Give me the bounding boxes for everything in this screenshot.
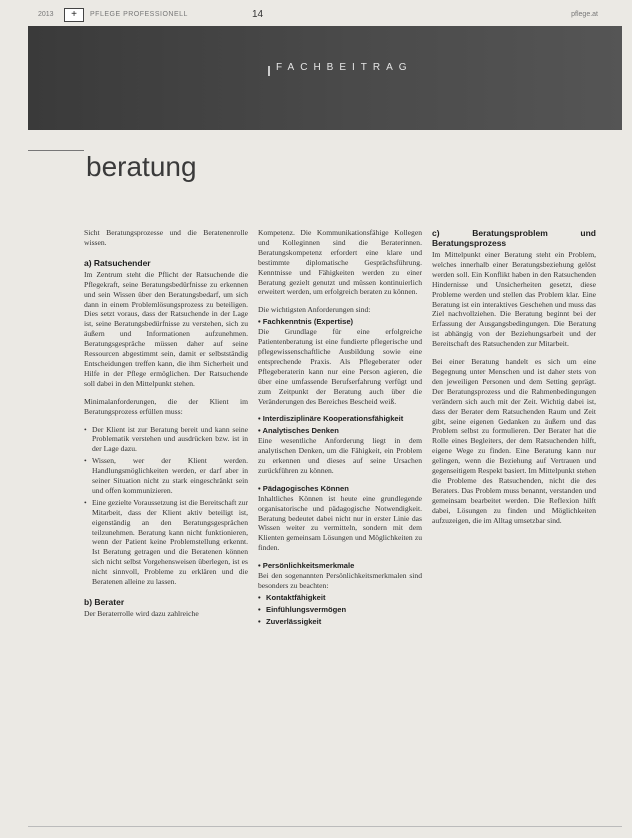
page-title: beratung — [86, 150, 197, 182]
page-header — [38, 8, 598, 22]
column-1 — [84, 228, 248, 627]
issue-year: 2013 — [38, 11, 54, 18]
paragraph: Im Zentrum steht die Pflicht der Ratsuchende die Pflegekraft, seine Beratungsbedürfnisse zu erkennen und sein Wissen über den Beratungsbedarf, um sich dann in einem Problemlösungsprozess zu beteiligen. Dies setzt voraus, dass der Ratsuchende in der Lage ist, seine Beratungsbedürfnisse zu verstehen, sich zu äußern und Informationen aufzunehmen. Beratungsgespräche müssen daher auf seine Ressourcen abgestimmt sein, damit er selbstständig Entscheidungen treffen kann, die ihm Sicherheit und Hilfe in der Pflege ermöglichen. Der Ratsuchende soll dabei in den Mittelpunkt stehen. — [84, 269, 248, 388]
paragraph: Minimalanforderungen, die der Klient im Beratungsprozess erfüllen muss: — [84, 396, 248, 416]
banner-divider — [268, 66, 270, 76]
list-item: • Der Klient ist zur Beratung bereit und kann seine Problematik verstehen und ausdrücken bzw. ist in der Lage dazu. — [84, 425, 248, 455]
subheading-paedagogisch: • Pädagogisches Können — [258, 483, 349, 493]
subheading-kooperation: • Interdisziplinäre Kooperationsfähigkeit — [258, 414, 404, 424]
paragraph: Bei den sogenannten Persönlichkeitsmerkmalen sind besonders zu beachten: — [258, 571, 422, 590]
subheading-fachkenntnis: • Fachkenntnis (Expertise) — [258, 317, 354, 327]
subheading-analytisch: • Analytisches Denken — [258, 426, 339, 436]
page-number: 14 — [252, 9, 264, 20]
requirements-list — [84, 425, 248, 588]
paragraph: Kompetenz. Die Kommunikationsfähige Kollegen und Kolleginnen sind die Beraterinnen. Beratungskompetenz erfordert eine klare und bestimmte diplomatische Gesprächsführung. Kenntnisse und Fähigkeiten werden zu einer Beratung gezielt genutzt und müssen kontinuierlich erweitert werden, um erfolgreich beraten zu können. — [258, 228, 422, 297]
list-item: • Einfühlungsvermögen — [258, 605, 422, 615]
header-banner — [28, 26, 622, 130]
heading-berater: b) Berater — [84, 597, 125, 607]
heading-beratungsproblem: c) Beratungsproblem und Beratungsprozess — [432, 228, 596, 248]
column-3 — [432, 228, 596, 533]
list-item: • Wissen, wer der Klient werden. Handlungsmöglichkeiten werden, er darf aber in seiner Situation nicht zu stark eingeschränkt sein und offen kommunizieren. — [84, 456, 248, 496]
section-tag: FACHBEITRAG — [276, 62, 413, 73]
list-item: • Eine gezielte Voraussetzung ist die Bereitschaft zur Mitarbeit, dass der Klient aktiv beteiligt ist, eigenständig an den Beratungsgesprächen teilzunehmen. Beratung kann nicht funktionieren, wenn der Patient keine Problemstellung erkennt. Ist Beratung getragen und die Beratenen können sich nicht selbst Vorgehensweisen überlegen, ist es nicht sinnvoll, Probleme zu erklären und die Beratenen alleine zu lassen. — [84, 498, 248, 587]
title-rule — [28, 150, 84, 151]
list-item: • Kontaktfähigkeit — [258, 593, 422, 603]
heading-ratsuchender: a) Ratsuchender — [84, 257, 151, 268]
paragraph: Die wichtigsten Anforderungen sind: — [258, 305, 371, 315]
paragraph: Bei einer Beratung handelt es sich um eine Begegnung unter Menschen und ist daher stets von den jeweiligen Personen und dem Setting geprägt. Der Beratungsprozess und die Rahmenbedingungen verändern sich auch mit der Zeit. Wichtig dabei ist, dass der Berater dem Ratsuchenden Raum und Zeit gibt, seine eigenen Gedanken zu äußern und das Problem selbst zu formulieren. Der Berater hat die Rolle eines Begleiters, der dem Ratsuchenden hilft, eigene Wege zu finden. Eine Beratung kann nur gelingen, wenn die Beziehung auf Vertrauen und gegenseitigem Respekt basiert. Im Mittelpunkt stehen die Probleme des Ratsuchenden, nicht die des Beraters. Das Problem muss benannt, verstanden und gemeinsam bearbeitet werden. Die Reflexion hilft dabei, Lösungen zu finden und Möglichkeiten aufzuzeigen, die im Alltag umsetzbar sind. — [432, 357, 596, 525]
intro-text: Sicht Beratungsprozesse und die Beratenenrolle wissen. — [84, 228, 248, 247]
traits-list — [258, 593, 422, 627]
column-2 — [258, 228, 422, 633]
paragraph: Eine wesentliche Anforderung liegt in dem analytischen Denken, um die Fähigkeit, ein Problem zu erkennen und dieses auf seine Ursachen zurückführen zu können. — [258, 436, 422, 475]
magazine-logo-icon: + — [64, 8, 84, 22]
paragraph: Der Beraterrolle wird dazu zahlreiche — [84, 609, 199, 618]
list-item: • Zuverlässigkeit — [258, 617, 422, 627]
paragraph: Im Mittelpunkt einer Beratung steht ein Problem, welches innerhalb einer Beratungsbeziehung gelöst werden soll. Ein Konflikt haben in den Ratsuchenden Hindernisse und Unsicherheiten gesetzt, diese Probleme werden und stellen das Problem klar. Eine Beratung ist ein interaktives Geschehen und muss das Ziel nachvollziehen. Die Beratung beginnt bei der Erfassung der Ausgangsbedingungen. Die Beratung ist abhängig von der Beziehungsarbeit und der Bereitschaft des Ratsuchenden zur Mitarbeit. — [432, 250, 596, 349]
magazine-name: PFLEGE PROFESSIONELL — [90, 11, 188, 18]
paragraph: Inhaltliches Können ist heute eine grundlegende organisatorische und pädagogische Notwendigkeit. Beratung bedeutet dabei nicht nur in erster Linie das Wissen weiter zu vermitteln, sondern mit dem Klienten gemeinsam Lösungen und Möglichkeiten zu finden. — [258, 493, 422, 553]
subheading-persoenlichkeit: • Persönlichkeitsmerkmale — [258, 561, 355, 571]
website: pflege.at — [571, 11, 598, 18]
footer-rule — [28, 826, 622, 827]
paragraph: Die Grundlage für eine erfolgreiche Patientenberatung ist eine fundierte pflegerische und pflegewissenschaftliche Ausbildung sowie eine entsprechende Praxis. Als Pflegeberater oder Pflegeberaterin kann nur eine Person agieren, die über eine umfassende Berufserfahrung verfügt und zum Zeitpunkt der Beratung auch über die Veränderungen des Bereiches Bescheid weiß. — [258, 327, 422, 406]
